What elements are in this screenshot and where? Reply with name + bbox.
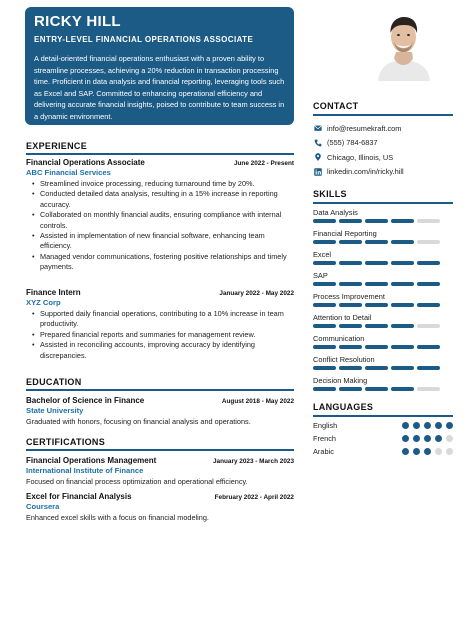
- contact-list: [313, 121, 453, 179]
- job-date: June 2022 - Present: [233, 160, 294, 167]
- skill-segment-filled: [339, 387, 362, 391]
- language-dot-filled: [413, 422, 420, 429]
- education-divider: [26, 389, 294, 391]
- education-entry: [26, 396, 294, 427]
- skill-level-bar: [313, 324, 453, 328]
- skill-item: [313, 208, 453, 223]
- contact-phone[interactable]: [313, 136, 453, 151]
- skill-segment-filled: [339, 303, 362, 307]
- job-company: XYZ Corp: [26, 298, 61, 307]
- job-company: ABC Financial Services: [26, 168, 111, 177]
- certifications-divider: [26, 449, 294, 451]
- phone-text: (555) 784-6837: [327, 138, 378, 148]
- certification-name: Excel for Financial Analysis: [26, 492, 132, 501]
- linkedin-text: linkedin.com/in/ricky.hill: [327, 167, 404, 177]
- skill-level-bar: [313, 282, 453, 286]
- skill-segment-filled: [365, 345, 388, 349]
- candidate-title: ENTRY-LEVEL FINANCIAL OPERATIONS ASSOCIATE: [34, 35, 254, 44]
- skill-segment-filled: [339, 324, 362, 328]
- skill-label: Conflict Resolution: [313, 355, 375, 364]
- skill-segment-filled: [417, 303, 440, 307]
- job-date: January 2022 - May 2022: [219, 290, 294, 297]
- skill-item: [313, 292, 453, 307]
- skill-level-bar: [313, 345, 453, 349]
- skill-segment-filled: [391, 366, 414, 370]
- list-item: • Streamlined invoice processing, reducing turnaround time by 20%.: [32, 179, 294, 189]
- certification-name: Financial Operations Management: [26, 456, 157, 465]
- skill-item: [313, 250, 453, 265]
- skill-level-bar: [313, 366, 453, 370]
- summary-text: A detail-oriented financial operations enthusiast with a proven ability to streamline processes, achieving a 20% reduction in transaction processing time. Proficient in data analysis and financial reporting, leveraging tools such as Excel and SAP. Committed to enhancing operational efficiency and delivering accurate financial insights, poised to contribute to team success in a dynamic environment.: [34, 54, 285, 121]
- skill-segment-filled: [313, 387, 336, 391]
- contact-heading: CONTACT: [313, 101, 359, 111]
- language-dot-filled: [424, 448, 431, 455]
- list-item: • Assisted in implementation of new financial software, enhancing team efficiency.: [32, 231, 294, 252]
- degree-title: Bachelor of Science in Finance: [26, 396, 145, 405]
- contact-linkedin[interactable]: [313, 165, 453, 180]
- language-item: [313, 421, 453, 430]
- certification-note: Focused on financial process optimization and operational efficiency.: [26, 477, 248, 486]
- skill-segment-filled: [391, 219, 414, 223]
- language-label: Arabic: [313, 447, 334, 456]
- skill-segment-filled: [391, 282, 414, 286]
- job-bullets: [26, 309, 294, 361]
- skill-segment-filled: [313, 303, 336, 307]
- list-item: • Collaborated on monthly financial audits, ensuring compliance with internal controls.: [32, 210, 294, 231]
- list-item: • Supported daily financial operations, contributing to a 10% increase in team productivity.: [32, 309, 294, 330]
- certification-note: Enhanced excel skills with a focus on financial modeling.: [26, 513, 209, 522]
- email-text: info@resumekraft.com: [327, 123, 402, 133]
- skill-segment-filled: [365, 366, 388, 370]
- language-dot-empty: [435, 448, 442, 455]
- skill-segment-filled: [313, 261, 336, 265]
- skill-item: [313, 313, 453, 328]
- skill-item: [313, 334, 453, 349]
- experience-heading: EXPERIENCE: [26, 141, 88, 151]
- language-dot-filled: [424, 422, 431, 429]
- language-dot-filled: [446, 422, 453, 429]
- language-dot-filled: [435, 435, 442, 442]
- contact-location: [313, 150, 453, 165]
- skills-divider: [313, 202, 453, 204]
- language-dot-filled: [435, 422, 442, 429]
- skill-level-bar: [313, 240, 453, 244]
- language-dot-filled: [424, 435, 431, 442]
- skill-level-bar: [313, 219, 453, 223]
- job-title: Finance Intern: [26, 288, 81, 297]
- skill-segment-filled: [391, 240, 414, 244]
- skills-heading: SKILLS: [313, 189, 347, 199]
- language-level-dots: [402, 448, 453, 455]
- skill-label: Attention to Detail: [313, 313, 372, 322]
- list-item: • Assisted in reconciling accounts, improving accuracy by identifying discrepancies.: [32, 340, 294, 361]
- language-level-dots: [402, 435, 453, 442]
- skill-label: Excel: [313, 250, 332, 259]
- language-dot-empty: [446, 435, 453, 442]
- skill-segment-filled: [313, 282, 336, 286]
- skill-segment-filled: [417, 261, 440, 265]
- skill-item: [313, 355, 453, 370]
- skill-segment-filled: [365, 261, 388, 265]
- certifications-heading: CERTIFICATIONS: [26, 437, 106, 447]
- skill-segment-filled: [339, 282, 362, 286]
- skill-item: [313, 376, 453, 391]
- language-dot-filled: [402, 435, 409, 442]
- skill-segment-filled: [339, 219, 362, 223]
- certification-1: [26, 456, 294, 487]
- education-heading: EDUCATION: [26, 377, 82, 387]
- language-item: [313, 447, 453, 456]
- skill-segment-filled: [391, 345, 414, 349]
- skill-segment-empty: [417, 387, 440, 391]
- skill-label: Decision Making: [313, 376, 368, 385]
- contact-email[interactable]: [313, 121, 453, 136]
- language-dot-filled: [402, 448, 409, 455]
- education-date: August 2018 - May 2022: [221, 398, 294, 405]
- education-note: Graduated with honors, focusing on financial analysis and operations.: [26, 417, 251, 426]
- skill-segment-filled: [417, 282, 440, 286]
- email-icon: [313, 123, 323, 133]
- skill-label: Process Improvement: [313, 292, 385, 301]
- skill-segment-filled: [365, 282, 388, 286]
- skill-segment-filled: [339, 345, 362, 349]
- candidate-name: RICKY HILL: [34, 13, 121, 30]
- job-2: [26, 288, 294, 361]
- certification-issuer: Coursera: [26, 502, 60, 511]
- language-item: [313, 434, 453, 443]
- list-item: • Managed vendor communications, fostering positive relationships and timely payments.: [32, 252, 294, 273]
- skill-segment-filled: [365, 240, 388, 244]
- skill-label: Communication: [313, 334, 365, 343]
- skill-item: [313, 229, 453, 244]
- skill-segment-filled: [391, 261, 414, 265]
- job-bullets: [26, 179, 294, 273]
- skill-segment-filled: [365, 387, 388, 391]
- skill-segment-filled: [365, 219, 388, 223]
- skill-segment-filled: [313, 345, 336, 349]
- skill-segment-filled: [417, 366, 440, 370]
- skill-segment-filled: [417, 345, 440, 349]
- language-label: French: [313, 434, 337, 443]
- skill-segment-filled: [339, 366, 362, 370]
- certification-date: February 2022 - April 2022: [214, 494, 294, 501]
- language-dot-filled: [402, 422, 409, 429]
- header-card: [25, 7, 294, 125]
- certification-issuer: International Institute of Finance: [26, 466, 144, 475]
- languages-heading: LANGUAGES: [313, 402, 374, 412]
- skill-level-bar: [313, 303, 453, 307]
- skill-segment-filled: [391, 324, 414, 328]
- languages-divider: [313, 415, 453, 417]
- language-dot-filled: [413, 448, 420, 455]
- language-dot-filled: [413, 435, 420, 442]
- skill-segment-filled: [313, 366, 336, 370]
- phone-icon: [313, 138, 323, 148]
- experience-divider: [26, 153, 294, 155]
- contact-divider: [313, 114, 453, 116]
- skill-label: SAP: [313, 271, 328, 280]
- language-level-dots: [402, 422, 453, 429]
- skill-level-bar: [313, 387, 453, 391]
- skill-segment-filled: [339, 240, 362, 244]
- skill-item: [313, 271, 453, 286]
- skill-level-bar: [313, 261, 453, 265]
- location-text: Chicago, Illinois, US: [327, 152, 394, 162]
- skill-segment-filled: [365, 303, 388, 307]
- skill-segment-filled: [313, 324, 336, 328]
- list-item: • Conducted detailed data analysis, resulting in a 15% increase in reporting accuracy.: [32, 189, 294, 210]
- skill-segment-filled: [339, 261, 362, 265]
- skill-segment-empty: [417, 240, 440, 244]
- location-pin-icon: [313, 152, 323, 162]
- skill-segment-empty: [417, 324, 440, 328]
- linkedin-icon: [313, 167, 323, 177]
- skill-segment-filled: [313, 240, 336, 244]
- skill-label: Financial Reporting: [313, 229, 377, 238]
- certification-2: [26, 492, 294, 523]
- skill-segment-filled: [313, 219, 336, 223]
- school-name: State University: [26, 406, 84, 415]
- language-label: English: [313, 421, 338, 430]
- language-dot-empty: [446, 448, 453, 455]
- list-item: • Prepared financial reports and summaries for management review.: [32, 330, 294, 340]
- skill-segment-filled: [391, 387, 414, 391]
- job-1: [26, 158, 294, 273]
- certification-date: January 2023 - March 2023: [213, 458, 294, 465]
- job-title: Financial Operations Associate: [26, 158, 145, 167]
- profile-photo: [372, 11, 435, 81]
- skill-segment-filled: [365, 324, 388, 328]
- skill-segment-filled: [391, 303, 414, 307]
- skill-segment-empty: [417, 219, 440, 223]
- skill-label: Data Analysis: [313, 208, 358, 217]
